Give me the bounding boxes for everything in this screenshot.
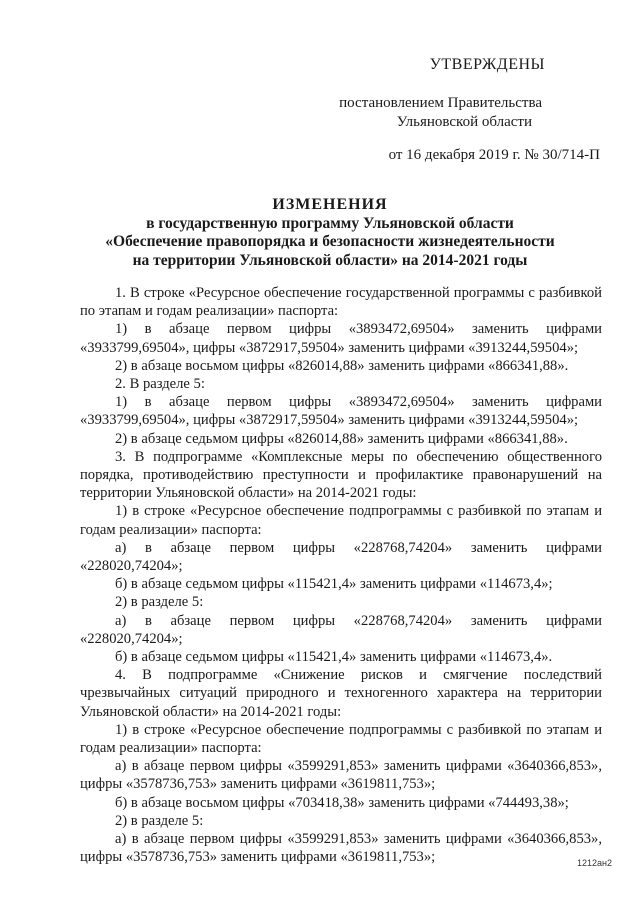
paragraph: а) в абзаце первом цифры «228768,74204» заменить цифрами «228020,74204»; <box>80 539 602 575</box>
footer-code: 1212ан2 <box>576 858 612 868</box>
document-body <box>80 284 602 867</box>
document-title <box>60 196 600 270</box>
paragraph: а) в абзаце первом цифры «3599291,853» заменить цифрами «3640366,853», цифры «3578736,753» заменить цифрами «3619811,753»; <box>80 831 602 866</box>
decree-date: от 16 декабря 2019 г. № 30/714-П <box>388 147 600 163</box>
paragraph: 2. В разделе 5: <box>115 376 205 393</box>
title-line-3: «Обеспечение правопорядка и безопасности жизнедеятельности <box>105 233 555 250</box>
paragraph: б) в абзаце седьмом цифры «115421,4» заменить цифрами «114673,4»; <box>115 576 553 593</box>
title-main: ИЗМЕНЕНИЯ <box>272 196 388 213</box>
decree-line-1: постановлением Правительства <box>339 95 542 111</box>
title-line-2: в государственную программу Ульяновской области <box>146 214 514 232</box>
title-line-4: на территории Ульяновской области» на 2014-2021 годы <box>132 251 528 269</box>
paragraph: б) в абзаце седьмом цифры «115421,4» заменить цифрами «114673,4». <box>115 649 553 666</box>
paragraph: а) в абзаце первом цифры «3599291,853» заменить цифрами «3640366,853», цифры «3578736,753» заменить цифрами «3619811,753»; <box>80 758 602 793</box>
paragraph: 2) в разделе 5: <box>115 594 204 611</box>
paragraph: а) в абзаце первом цифры «228768,74204» заменить цифрами «228020,74204»; <box>80 612 602 647</box>
paragraph: 1) в строке «Ресурсное обеспечение подпрограммы с разбивкой по этапам и годам реализации» паспорта: <box>80 721 602 757</box>
paragraph: 2) в разделе 5: <box>115 812 204 829</box>
paragraph: 3. В подпрограмме «Комплексные меры по обеспечению общественного порядка, противодействию преступности и профилактике правонарушений на территории Ульяновской области» на 2014-2021 годы: <box>80 448 602 502</box>
paragraph: 2) в абзаце восьмом цифры «826014,88» заменить цифрами «866341,88». <box>115 357 569 374</box>
paragraph: 4. В подпрограмме «Снижение рисков и смягчение последствий чрезвычайных ситуаций природного и техногенного характера на территории Ульяновской области» на 2014-2021 годы: <box>80 667 602 720</box>
paragraph: 1) в абзаце первом цифры «3893472,69504» заменить цифрами «3933799,69504», цифры «3872917,59504» заменить цифрами «3913244,59504»; <box>80 321 602 356</box>
paragraph: б) в абзаце восьмом цифры «703418,38» заменить цифрами «744493,38»; <box>115 794 569 811</box>
approved-label: УТВЕРЖДЕНЫ <box>429 56 545 73</box>
paragraph: 1) в строке «Ресурсное обеспечение подпрограммы с разбивкой по этапам и годам реализации» паспорта: <box>80 503 602 538</box>
paragraph: 1. В строке «Ресурсное обеспечение государственной программы с разбивкой по этапам и годам реализации» паспорта: <box>80 285 602 320</box>
decree-line-2: Ульяновской области <box>396 114 532 130</box>
paragraph: 2) в абзаце седьмом цифры «826014,88» заменить цифрами «866341,88». <box>115 430 568 447</box>
paragraph: 1) в абзаце первом цифры «3893472,69504» заменить цифрами «3933799,69504», цифры «3872917,59504» заменить цифрами «3913244,59504»; <box>80 394 602 429</box>
